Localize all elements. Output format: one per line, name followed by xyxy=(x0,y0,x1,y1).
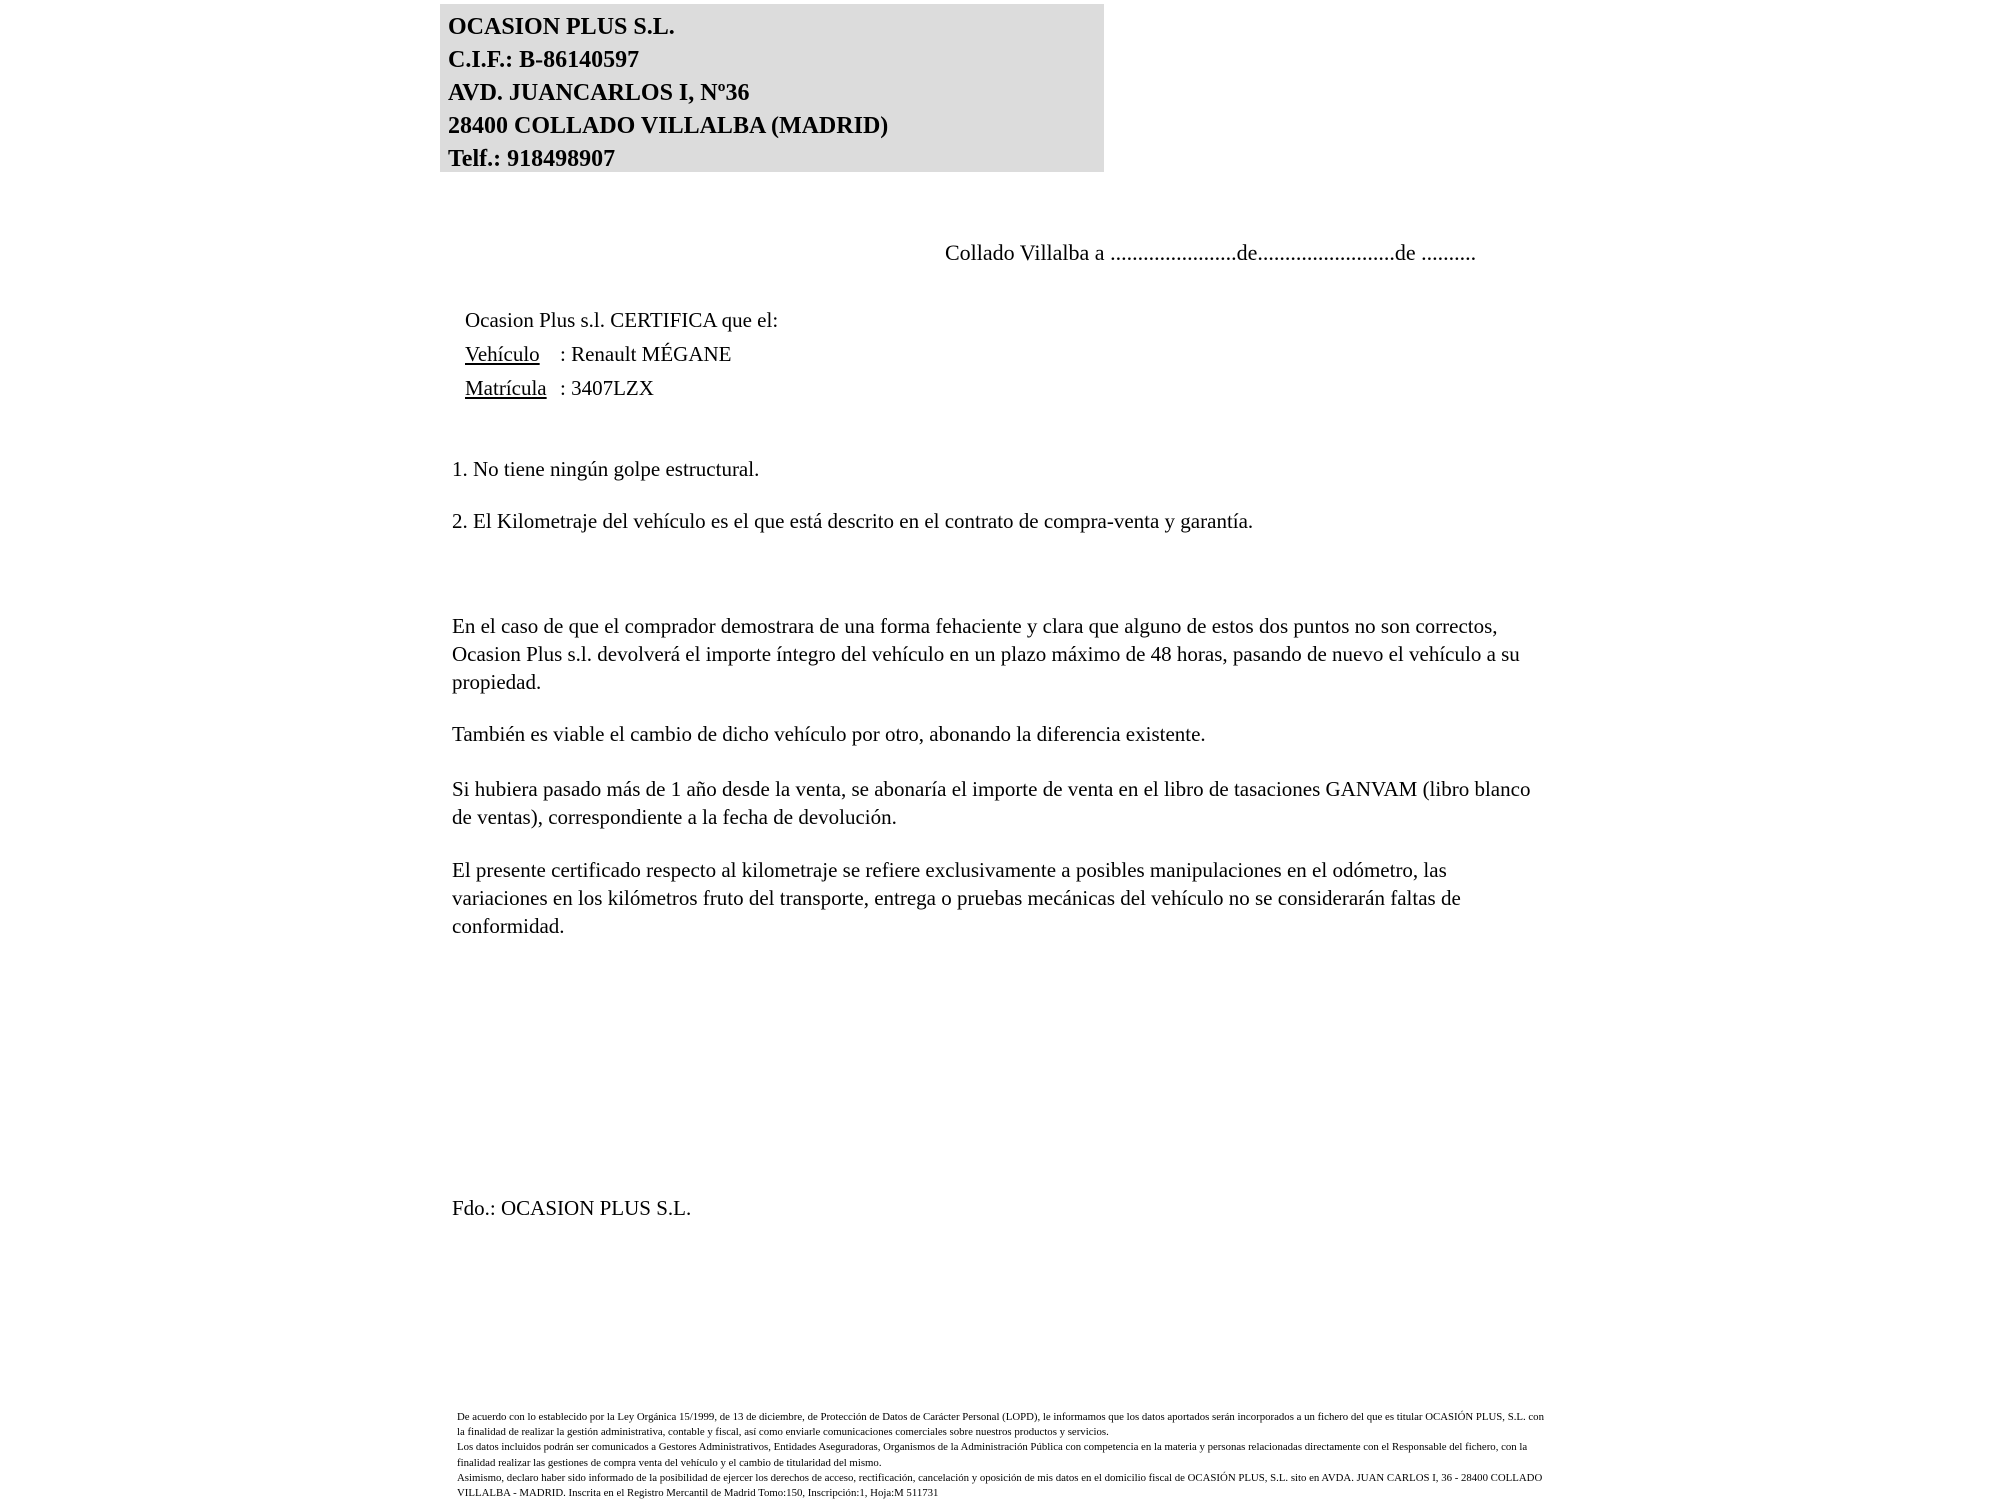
company-city: 28400 COLLADO VILLALBA (MADRID) xyxy=(448,113,889,139)
paragraph-exchange: También es viable el cambio de dicho vehículo por otro, abonando la diferencia existente. xyxy=(452,722,1206,746)
certify-block xyxy=(465,303,778,405)
legal-paragraph-lopd: De acuerdo con lo establecido por la Ley Orgánica 15/1999, de 13 de diciembre, de Protección de Datos de Carácter Personal (LOPD), le informamos que los datos aportados serán incorporados a un fichero del que es titular OCASIÓN PLUS, S.L. con la finalidad de realizar la gestión administrativa, contable y fiscal, así como enviarle comunicaciones comerciales sobre nuestros productos y servicios. xyxy=(457,1411,1544,1439)
legal-paragraph-data-sharing: Los datos incluidos podrán ser comunicados a Gestores Administrativos, Entidades Aseguradoras, Organismos de la Administración Pública con competencia en la materia y personas relacionadas directamente con el Responsable del fichero, con la finalidad realizar las gestiones de compra venta del vehículo y el cambio de titularidad del mismo. xyxy=(457,1441,1528,1469)
paragraph-refund: En el caso de que el comprador demostrara de una forma fehaciente y clara que alguno de estos dos puntos no son correctos, Ocasion Plus s.l. devolverá el importe íntegro del vehículo en un plazo máximo de 48 horas, pasando de nuevo el vehículo a su propiedad. xyxy=(452,614,1520,694)
company-header-block xyxy=(440,4,1104,172)
point-1: 1. No tiene ningún golpe estructural. xyxy=(452,457,760,481)
company-phone: Telf.: 918498907 xyxy=(448,146,616,172)
plate-label-cell xyxy=(465,371,560,405)
plate-value: : 3407LZX xyxy=(560,376,654,400)
vehicle-value: : Renault MÉGANE xyxy=(560,342,732,366)
vehicle-label-cell xyxy=(465,337,560,371)
date-line: Collado Villalba a .......................de.........................de .......... xyxy=(945,240,1477,265)
plate-row xyxy=(465,371,778,405)
plate-label: Matrícula xyxy=(465,376,547,400)
legal-fine-print xyxy=(457,1410,1552,1500)
vehicle-label: Vehículo xyxy=(465,342,540,366)
point-2: 2. El Kilometraje del vehículo es el que está descrito en el contrato de compra-venta y garantía. xyxy=(452,509,1254,533)
company-address: AVD. JUANCARLOS I, Nº36 xyxy=(448,80,750,106)
company-cif: C.I.F.: B-86140597 xyxy=(448,47,640,73)
company-name: OCASION PLUS S.L. xyxy=(448,14,675,40)
signature-line: Fdo.: OCASION PLUS S.L. xyxy=(452,1196,692,1220)
legal-paragraph-rights: Asimismo, declaro haber sido informado de la posibilidad de ejercer los derechos de acceso, rectificación, cancelación y oposición de mis datos en el domicilio fiscal de OCASIÓN PLUS, S.L. sito en AVDA. JUAN CARLOS I, 36 - 28400 COLLADO VILLALBA - MADRID. Inscrita en el Registro Mercantil de Madrid Tomo:150, Inscripción:1, Hoja:M 511731 xyxy=(457,1471,1543,1500)
paragraph-odometer: El presente certificado respecto al kilometraje se refiere exclusivamente a posibles manipulaciones en el odómetro, las variaciones en los kilómetros fruto del transporte, entrega o pruebas mecánicas del vehículo no se considerarán faltas de conformidad. xyxy=(452,858,1461,938)
paragraph-ganvam: Si hubiera pasado más de 1 año desde la venta, se abonaría el importe de venta en el libro de tasaciones GANVAM (libro blanco de ventas), correspondiente a la fecha de devolución. xyxy=(452,777,1531,829)
certify-intro: Ocasion Plus s.l. CERTIFICA que el: xyxy=(465,308,779,332)
vehicle-row xyxy=(465,337,778,371)
